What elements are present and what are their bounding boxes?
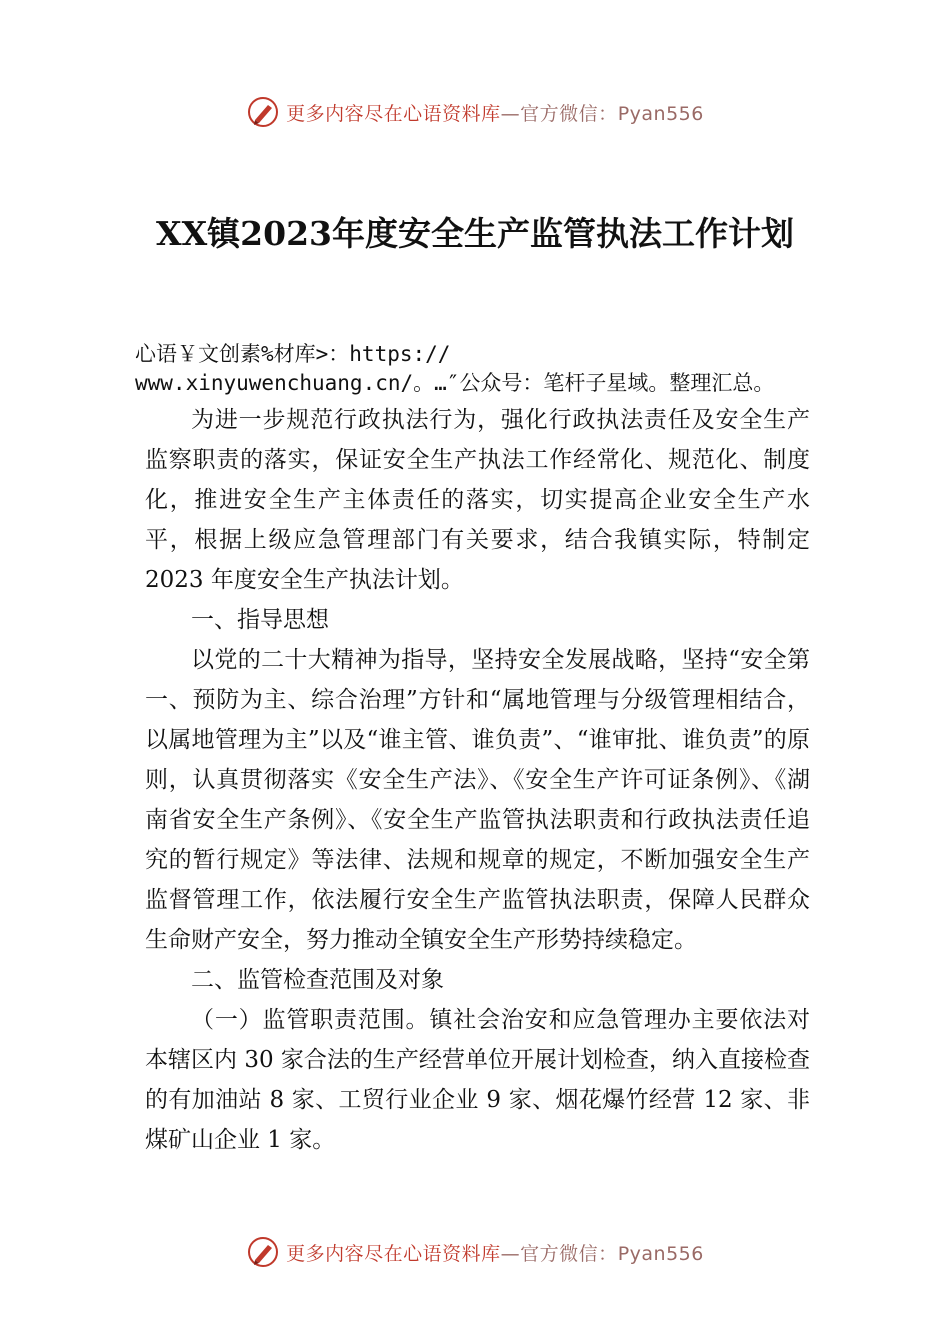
heading-scope: 二、监管检查范围及对象 — [191, 967, 444, 993]
banner-text — [286, 99, 704, 126]
source-line: 心语￥文创素%材库>：https:// www.xinyuwenchuang.cn/。…″公众号：笔杆子星域。整理汇总。 — [135, 342, 775, 395]
heading-guiding-thought: 一、指导思想 — [191, 607, 329, 633]
banner-wechat-id: Pyan556 — [617, 102, 704, 125]
banner-wechat-label: 官方微信： — [520, 1242, 618, 1265]
banner-dash: — — [500, 1242, 521, 1265]
paragraph-intro: 为进一步规范行政执法行为，强化行政执法责任及安全生产监察职责的落实，保证安全生产执法工作经常化、规范化、制度化，推进安全生产主体责任的落实，切实提高企业安全生产水平，根据上级应急管理部门有关要求，结合我镇实际，特制定 2023 年度安全生产执法计划。 — [145, 407, 810, 593]
document-body — [145, 400, 810, 1160]
footer-watermark-banner — [0, 1232, 950, 1272]
pen-logo-icon — [246, 95, 280, 129]
banner-main-text: 更多内容尽在心语资料库 — [286, 1242, 501, 1265]
paragraph-guiding-thought: 以党的二十大精神为指导，坚持安全发展战略，坚持“安全第一、预防为主、综合治理”方针和“属地管理与分级管理相结合，以属地管理为主”以及“谁主管、谁负责”、“谁审批、谁负责”的原则，认真贯彻落实《安全生产法》、《安全生产许可证条例》、《湖南省安全生产条例》、《安全生产监管执法职责和行政执法责任追究的暂行规定》等法律、法规和规章的规定，不断加强安全生产监督管理工作，依法履行安全生产监管执法职责，保障人民群众生命财产安全，努力推动全镇安全生产形势持续稳定。 — [145, 647, 810, 953]
document-title: XX镇2023年度安全生产监管执法工作计划 — [155, 214, 795, 254]
banner-wechat-id: Pyan556 — [617, 1242, 704, 1265]
banner-wechat-label: 官方微信： — [520, 102, 618, 125]
banner-text — [286, 1239, 704, 1266]
banner-main-text: 更多内容尽在心语资料库 — [286, 102, 501, 125]
paragraph-scope: （一）监管职责范围。镇社会治安和应急管理办主要依法对本辖区内 30 家合法的生产经营单位开展计划检查，纳入直接检查的有加油站 8 家、工贸行业企业 9 家、烟花爆竹经营 12 家、非煤矿山企业 1 家。 — [145, 1007, 810, 1153]
header-watermark-banner — [0, 92, 950, 132]
pen-logo-icon — [246, 1235, 280, 1269]
banner-dash: — — [500, 102, 521, 125]
